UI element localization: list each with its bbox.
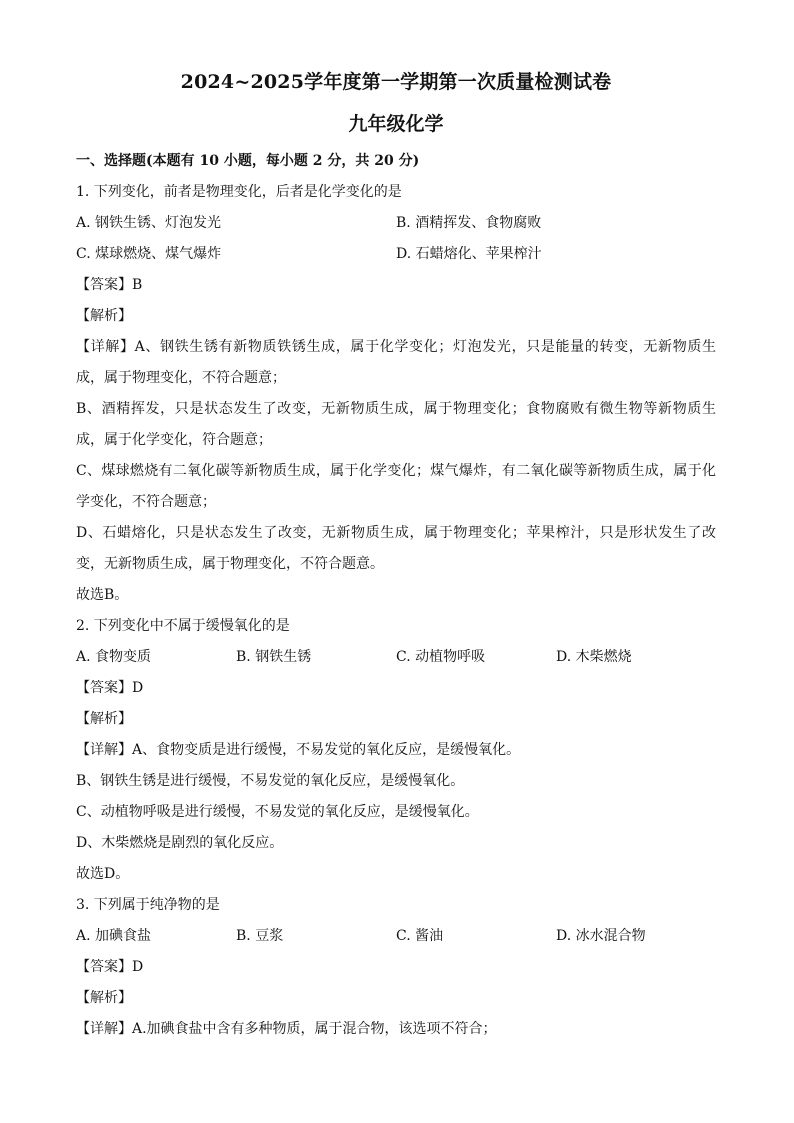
detail-line: 【详解】A、食物变质是进行缓慢，不易发觉的氧化反应，是缓慢氧化。: [76, 742, 521, 758]
question-stem: 2. 下列变化中不属于缓慢氧化的是: [76, 618, 290, 634]
detail-line: D、木柴燃烧是剧烈的氧化反应。: [76, 835, 284, 851]
page-title: 2024~2025学年度第一学期第一次质量检测试卷: [180, 71, 612, 93]
analysis-label: 【解析】: [76, 308, 132, 324]
answer-label: 【答案】D: [76, 959, 144, 975]
question-3: [76, 890, 716, 1045]
option-b: B. 钢铁生锈: [236, 649, 312, 665]
detail-paragraph: C、煤球燃烧有二氧化碳等新物质生成，属于化学变化；煤气爆炸，有二氧化碳等新物质生成，属于化学变化，不符合题意；: [76, 463, 716, 510]
detail-line: 【详解】A.加碘食盐中含有多种物质，属于混合物，该选项不符合；: [76, 1021, 497, 1037]
answer-label: 【答案】D: [76, 680, 144, 696]
question-stem: 3. 下列属于纯净物的是: [76, 897, 220, 913]
option-d: D. 冰水混合物: [556, 928, 646, 944]
option-row: [76, 921, 716, 952]
answer-label: 【答案】B: [76, 277, 143, 293]
option-d: D. 木柴燃烧: [556, 649, 632, 665]
question-1: [76, 177, 716, 611]
analysis-label: 【解析】: [76, 711, 132, 727]
conclusion: 故选D。: [76, 866, 130, 882]
option-a: A. 加碘食盐: [76, 928, 152, 944]
option-b: B. 酒精挥发、食物腐败: [396, 215, 542, 231]
option-row: [76, 239, 716, 270]
detail-line: C、动植物呼吸是进行缓慢，不易发觉的氧化反应，是缓慢氧化。: [76, 804, 479, 820]
option-a: A. 食物变质: [76, 649, 152, 665]
option-row: [76, 642, 716, 673]
option-c: C. 煤球燃烧、煤气爆炸: [76, 246, 222, 262]
page-subtitle: 九年级化学: [348, 113, 444, 135]
option-d: D. 石蜡熔化、苹果榨汁: [396, 246, 542, 262]
option-a: A. 钢铁生锈、灯泡发光: [76, 215, 222, 231]
option-row: [76, 208, 716, 239]
question-stem: 1. 下列变化，前者是物理变化，后者是化学变化的是: [76, 184, 402, 200]
detail-paragraph: D、石蜡熔化，只是状态发生了改变，无新物质生成，属于物理变化；苹果榨汁，只是形状发生了改变，无新物质生成，属于物理变化，不符合题意。: [76, 525, 716, 572]
detail-line: B、钢铁生锈是进行缓慢，不易发觉的氧化反应，是缓慢氧化。: [76, 773, 465, 789]
option-c: C. 动植物呼吸: [396, 649, 486, 665]
option-c: C. 酱油: [396, 928, 444, 944]
analysis-label: 【解析】: [76, 990, 132, 1006]
conclusion: 故选B。: [76, 587, 129, 603]
section-heading: 一、选择题(本题有 10 小题，每小题 2 分，共 20 分): [76, 153, 420, 169]
detail-paragraph: 【详解】A、钢铁生锈有新物质铁锈生成，属于化学变化；灯泡发光，只是能量的转变，无新物质生成，属于物理变化，不符合题意；: [76, 339, 716, 386]
question-2: [76, 611, 716, 890]
detail-paragraph: B、酒精挥发，只是状态发生了改变，无新物质生成，属于物理变化；食物腐败有微生物等新物质生成，属于化学变化，符合题意；: [76, 401, 716, 448]
option-b: B. 豆浆: [236, 928, 284, 944]
